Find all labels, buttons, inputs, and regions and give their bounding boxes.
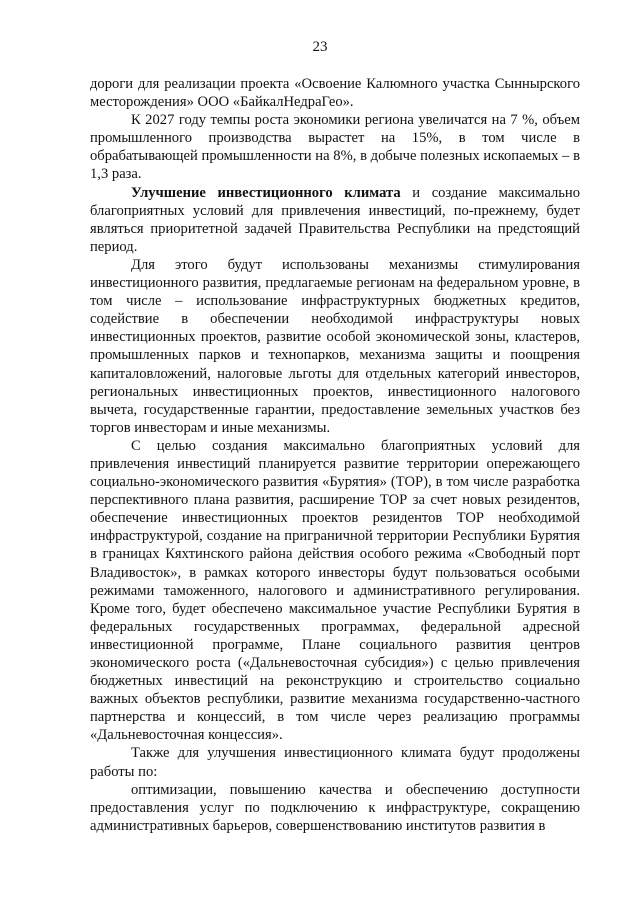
paragraph-tor-development: С целью создания максимально благоприятных условий для привлечения инвестиций планируется развитие территории опережающего социально-экономического развития «Бурятия» (ТОР), в том числе разработка перспективного плана развития, расширение ТОР за счет новых резидентов, обеспечение инвестиционных проектов резидентов ТОР необходимой инфраструктурой, создание на приграничной территории Республики Бурятия в границах Кяхтинского района действия особого режима «Свободный порт Владивосток», в рамках которого инвесторы будут пользоваться особыми режимами таможенного, налогового и административного регулирования. Кроме того, будет обеспечено максимальное участие Республики Бурятия в федеральных государственных программах, федеральной адресной инвестиционной программе, Плане социального развития центров экономического роста («Дальневосточная субсидия») с целью привлечения бюджетных инвестиций на реконструкцию и строительство социально важных объектов республики, развитие механизма государственно-частного партнерства и концессий, в том числе через реализацию программы «Дальневосточная концессия». [90,437,580,744]
page-number: 23 [312,39,328,55]
document-body [90,75,580,835]
paragraph-investment-mechanisms: Для этого будут использованы механизмы стимулирования инвестиционного развития, предлагаемые регионам на федеральном уровне, в том числе – использование инфраструктурных бюджетных кредитов, содействие в обеспечении необходимой инфраструктуры новых инвестиционных проектов, развитие особой экономической зоны, кластеров, промышленных парков и технопарков, механизма защиты и поощрения капиталовложений, налоговые льготы для отдельных категорий инвесторов, региональных инвестиционных проектов, инвестиционного налогового вычета, государственные гарантии, предоставление земельных участков без торгов инвесторам и иные механизмы. [90,256,580,436]
investment-climate-heading: Улучшение инвестиционного климата [131,184,401,201]
paragraph-continued-work: Также для улучшения инвестиционного климата будут продолжены работы по: [90,745,580,780]
investment-climate-text: и создание максимально благоприятных условий для привлечения инвестиций, по-прежнему, будет являться приоритетной задачей Правительства Республики на предстоящий период. [90,184,580,255]
paragraph-service-optimization: оптимизации, повышению качества и обеспечению доступности предоставления услуг по подключению к инфраструктуре, сокращению административных барьеров, совершенствованию институтов развития в [90,781,580,834]
paragraph-investment-climate [90,184,580,256]
paragraph-road-project: дороги для реализации проекта «Освоение Калюмного участка Сыннырского месторождения» ООО «БайкалНедраГео». [90,76,580,111]
paragraph-economic-growth: К 2027 году темпы роста экономики региона увеличатся на 7 %, объем промышленного производства вырастет на 15%, в том числе в обрабатывающей промышленности на 8%, в добыче полезных ископаемых – в 1,3 раза. [90,112,580,183]
